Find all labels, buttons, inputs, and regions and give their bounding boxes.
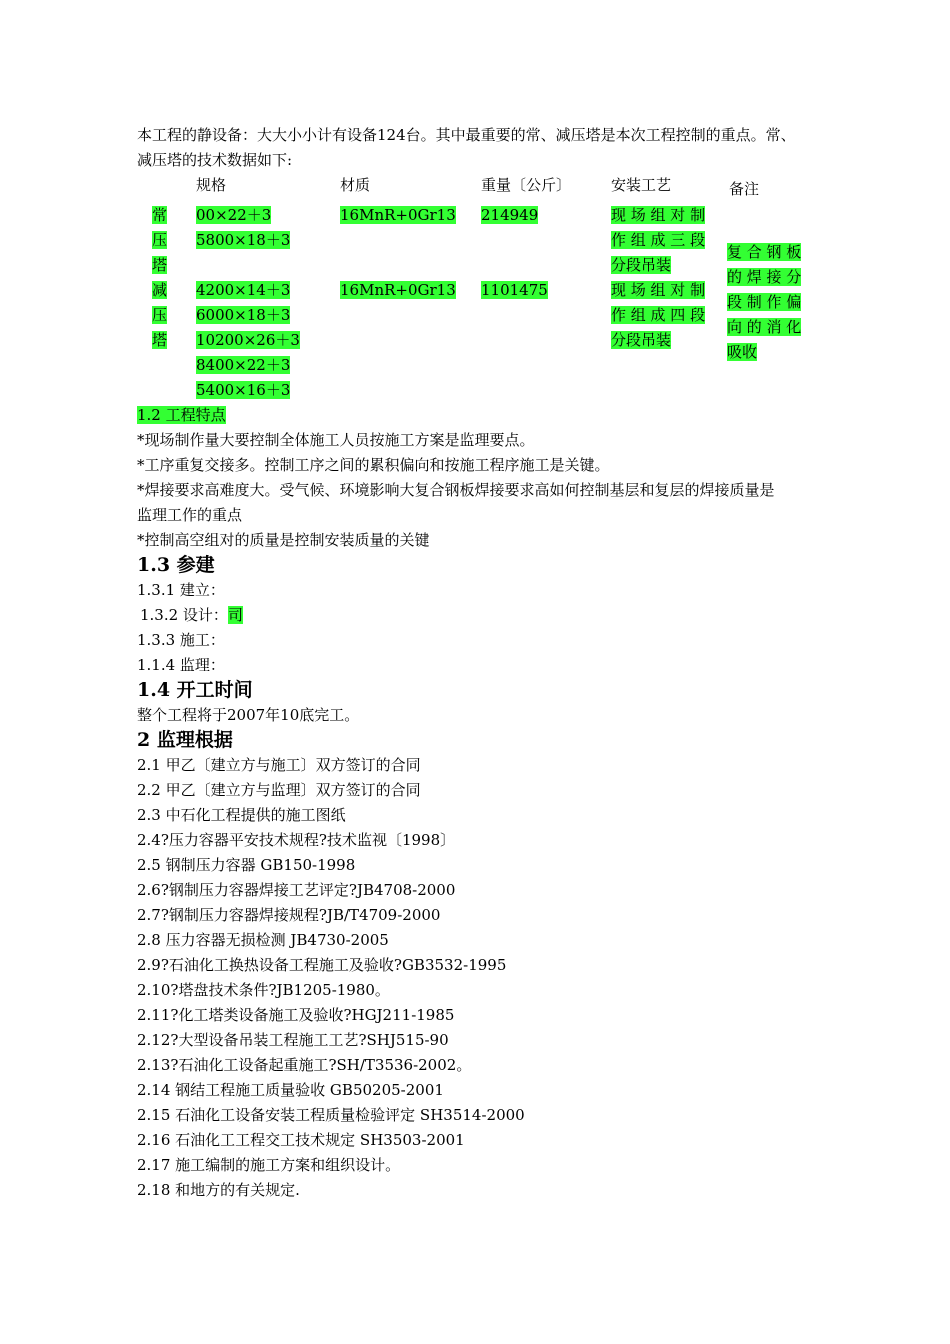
table-header-material: 材质 bbox=[340, 176, 371, 194]
section-2-title: 2 监理根据 bbox=[137, 729, 233, 751]
process-line: 作 组 成 三 段 bbox=[611, 231, 706, 249]
section-1-2-title-text: 1.2 工程特点 bbox=[137, 406, 226, 424]
spec-value: 10200×26＋3 bbox=[196, 331, 300, 349]
basis-item: 2.8 压力容器无损检测 JB4730-2005 bbox=[137, 931, 389, 949]
basis-item: 2.16 石油化工工程交工技术规定 SH3503-2001 bbox=[137, 1131, 465, 1149]
section-1-2-item: *现场制作量大要控制全体施工人员按施工方案是监理要点。 bbox=[137, 431, 535, 449]
process-line: 分段吊装 bbox=[611, 331, 672, 349]
basis-item: 2.14 钢结工程施工质量验收 GB50205-2001 bbox=[137, 1081, 444, 1099]
basis-item: 2.5 钢制压力容器 GB150-1998 bbox=[137, 856, 356, 874]
process-line: 分段吊装 bbox=[611, 256, 672, 274]
row-process bbox=[611, 203, 711, 278]
basis-item: 2.1 甲乙〔建立方与施工〕双方签订的合同 bbox=[137, 756, 421, 774]
table-header-remark: 备注 bbox=[729, 180, 760, 198]
basis-item: 2.7?钢制压力容器焊接规程?JB/T4709-2000 bbox=[137, 906, 441, 924]
row-name-char: 常 bbox=[152, 206, 168, 224]
spec-value: 6000×18＋3 bbox=[196, 306, 291, 324]
row-name-char: 塔 bbox=[152, 331, 168, 349]
basis-item: 2.18 和地方的有关规定. bbox=[137, 1181, 300, 1199]
row-name-char: 压 bbox=[152, 306, 168, 324]
intro-line-1: 本工程的静设备：大大小小计有设备124台。其中最重要的常、减压塔是本次工程控制的重点。常、 bbox=[137, 126, 796, 144]
row-name-vacuum-tower bbox=[152, 278, 174, 353]
spec-value: 00×22＋3 bbox=[196, 206, 272, 224]
process-line: 现 场 组 对 制 bbox=[611, 206, 706, 224]
row-weight bbox=[481, 278, 548, 303]
process-line: 现 场 组 对 制 bbox=[611, 281, 706, 299]
basis-item: 2.15 石油化工设备安装工程质量检验评定 SH3514-2000 bbox=[137, 1106, 525, 1124]
basis-item: 2.17 施工编制的施工方案和组织设计。 bbox=[137, 1156, 401, 1174]
section-1-2-item: *工序重复交接多。控制工序之间的累积偏向和按施工程序施工是关键。 bbox=[137, 456, 610, 474]
table-header-weight: 重量〔公斤〕 bbox=[481, 176, 572, 194]
row-specs bbox=[196, 278, 300, 403]
basis-item: 2.10?塔盘技术条件?JB1205-1980。 bbox=[137, 981, 390, 999]
weight-value: 1101475 bbox=[481, 281, 548, 299]
basis-item: 2.11?化工塔类设备施工及验收?HGJ211-1985 bbox=[137, 1006, 455, 1024]
row-material bbox=[340, 203, 456, 228]
design-value: 司 bbox=[227, 606, 243, 624]
section-1-4-title: 1.4 开工时间 bbox=[137, 679, 253, 701]
remark-line: 向 的 消 化 bbox=[727, 318, 802, 336]
spec-value: 5800×18＋3 bbox=[196, 231, 291, 249]
table-remark bbox=[727, 240, 805, 365]
row-name-atmospheric-tower bbox=[152, 203, 174, 278]
row-name-char: 压 bbox=[152, 231, 168, 249]
intro-line-2: 减压塔的技术数据如下: bbox=[137, 151, 293, 169]
section-1-3-title: 1.3 参建 bbox=[137, 554, 215, 576]
row-name-char: 减 bbox=[152, 281, 168, 299]
basis-item: 2.2 甲乙〔建立方与监理〕双方签订的合同 bbox=[137, 781, 421, 799]
row-process bbox=[611, 278, 711, 353]
spec-value: 4200×14＋3 bbox=[196, 281, 291, 299]
section-1-4-text: 整个工程将于2007年10底完工。 bbox=[137, 706, 360, 724]
basis-item: 2.12?大型设备吊装工程施工工艺?SHJ515-90 bbox=[137, 1031, 449, 1049]
basis-item: 2.13?石油化工设备起重施工?SH/T3536-2002。 bbox=[137, 1056, 472, 1074]
material-value: 16MnR+0Gr13 bbox=[340, 206, 456, 224]
section-1-2-title bbox=[137, 403, 226, 428]
section-1-3-item: 1.1.4 监理： bbox=[137, 656, 225, 674]
section-1-2-item: *控制高空组对的质量是控制安装质量的关键 bbox=[137, 531, 430, 549]
section-1-3-item-design bbox=[140, 603, 243, 628]
remark-line: 的 焊 接 分 bbox=[727, 268, 802, 286]
basis-item: 2.3 中石化工程提供的施工图纸 bbox=[137, 806, 346, 824]
section-1-3-item: 1.3.3 施工： bbox=[137, 631, 225, 649]
basis-item: 2.6?钢制压力容器焊接工艺评定?JB4708-2000 bbox=[137, 881, 456, 899]
table-header-process: 安装工艺 bbox=[611, 176, 672, 194]
weight-value: 214949 bbox=[481, 206, 539, 224]
basis-item: 2.4?压力容器平安技术规程?技术监视〔1998〕 bbox=[137, 831, 456, 849]
section-1-2-item: 监理工作的重点 bbox=[137, 506, 243, 524]
row-specs bbox=[196, 203, 290, 253]
remark-line: 段 制 作 偏 bbox=[727, 293, 802, 311]
spec-value: 5400×16＋3 bbox=[196, 381, 291, 399]
remark-line: 吸收 bbox=[727, 343, 758, 361]
row-weight bbox=[481, 203, 538, 228]
section-1-3-item: 1.3.1 建立： bbox=[137, 581, 225, 599]
material-value: 16MnR+0Gr13 bbox=[340, 281, 456, 299]
section-1-2-item: *焊接要求高难度大。受气候、环境影响大复合钢板焊接要求高如何控制基层和复层的焊接质量是 bbox=[137, 481, 775, 499]
basis-item: 2.9?石油化工换热设备工程施工及验收?GB3532-1995 bbox=[137, 956, 507, 974]
remark-line: 复 合 钢 板 bbox=[727, 243, 802, 261]
section-1-3-item-label: 1.3.2 设计： bbox=[140, 606, 228, 624]
spec-value: 8400×22＋3 bbox=[196, 356, 291, 374]
process-line: 作 组 成 四 段 bbox=[611, 306, 706, 324]
row-name-char: 塔 bbox=[152, 256, 168, 274]
row-material bbox=[340, 278, 456, 303]
table-header-spec: 规格 bbox=[196, 176, 227, 194]
